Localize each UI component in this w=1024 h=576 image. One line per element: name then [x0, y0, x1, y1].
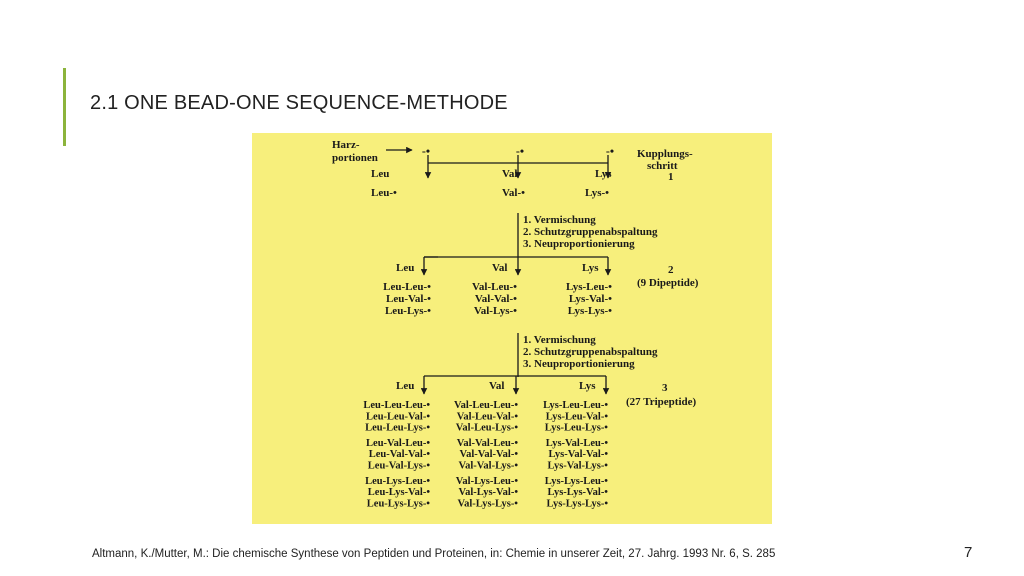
tripeptide-product: Val-Val-Leu-•	[456, 437, 518, 449]
tripeptide-product: Leu-Leu-Leu-•	[363, 400, 430, 411]
dipeptide-product: Leu-Lys-•	[384, 305, 431, 317]
source-citation: Altmann, K./Mutter, M.: Die chemische Synthese von Peptiden und Proteinen, in: Chemie in unserer Zeit, 27. Jahrg. 1993 Nr. 6, S. 285	[92, 548, 776, 560]
tripeptide-product: Val-Leu-Leu-•	[454, 400, 518, 411]
tripeptide-product: Val-Val-Lys-•	[458, 460, 518, 472]
dipeptide-product: Lys-Lys-•	[567, 305, 612, 317]
resin-bead-marker: -•	[515, 144, 525, 158]
dipeptide-product: Val-Lys-•	[473, 305, 517, 317]
amino-acid-label: Leu	[371, 168, 390, 180]
amino-acid-label: Leu	[396, 380, 415, 392]
dipeptide-product: Leu-Leu-•	[383, 281, 431, 293]
tripeptide-product: Val-Val-Val-•	[459, 449, 518, 461]
tripeptide-product: Leu-Lys-Val-•	[367, 487, 430, 499]
tripeptide-product: Leu-Val-Val-•	[368, 449, 430, 461]
tripeptide-product: Leu-Val-Leu-•	[366, 437, 430, 449]
synthesis-scheme-diagram	[252, 133, 772, 524]
dipeptide-product: Lys-Leu-•	[565, 281, 612, 293]
procedure-step: 2. Schutzgruppenabspaltung	[523, 346, 658, 358]
tripeptide-product: Leu-Leu-Val-•	[366, 411, 430, 423]
step-1-product: Val-•	[502, 187, 526, 199]
tripeptide-product: Lys-Leu-Leu-•	[543, 400, 608, 411]
tripeptide-count-label: (27 Tripeptide)	[626, 396, 697, 408]
dipeptide-product: Val-Val-•	[474, 293, 517, 305]
tripeptide-product: Val-Lys-Val-•	[458, 487, 518, 499]
tripeptide-product: Val-Lys-Leu-•	[455, 475, 518, 487]
step-1-number: 1	[668, 171, 674, 183]
resin-label: portionen	[332, 152, 378, 164]
tripeptide-product: Leu-Lys-Lys-•	[366, 498, 430, 510]
step-1-product: Leu-•	[371, 187, 397, 199]
step-3-number: 3	[662, 382, 668, 394]
tripeptide-product: Val-Leu-Val-•	[456, 411, 518, 423]
tripeptide-product: Lys-Val-Val-•	[548, 449, 608, 461]
amino-acid-label: Lys	[579, 380, 596, 392]
tripeptide-product: Lys-Lys-Val-•	[547, 487, 608, 499]
tripeptide-product: Leu-Val-Lys-•	[367, 460, 430, 472]
tripeptide-product: Lys-Leu-Val-•	[545, 411, 608, 423]
dipeptide-product: Leu-Val-•	[385, 293, 431, 305]
tripeptide-product: Val-Lys-Lys-•	[457, 498, 518, 510]
tripeptide-product: Lys-Lys-Lys-•	[546, 498, 608, 510]
amino-acid-label: Leu	[396, 262, 415, 274]
tripeptide-product: Lys-Lys-Leu-•	[544, 475, 608, 487]
amino-acid-label: Val	[492, 262, 508, 274]
procedure-step: 3. Neuproportionierung	[523, 358, 635, 370]
tripeptide-product: Leu-Lys-Leu-•	[365, 475, 430, 487]
coupling-step-label: Kupplungs-	[637, 148, 693, 160]
amino-acid-label: Lys	[582, 262, 599, 274]
amino-acid-label: Val	[502, 168, 518, 180]
procedure-step: 1. Vermischung	[523, 334, 596, 346]
tripeptide-product: Leu-Leu-Lys-•	[365, 422, 430, 434]
synthesis-scheme-figure	[252, 133, 772, 524]
dipeptide-product: Val-Leu-•	[471, 281, 517, 293]
page-number: 7	[964, 544, 973, 561]
dipeptide-count-label: (9 Dipeptide)	[637, 277, 699, 289]
amino-acid-label: Val	[489, 380, 505, 392]
dipeptide-product: Lys-Val-•	[568, 293, 612, 305]
tripeptide-product: Lys-Val-Lys-•	[547, 460, 608, 472]
resin-bead-marker: -•	[605, 144, 615, 158]
procedure-step: 2. Schutzgruppenabspaltung	[523, 226, 658, 238]
coupling-step-label: schritt	[647, 160, 678, 172]
resin-bead-marker: -•	[421, 144, 431, 158]
tripeptide-product: Lys-Val-Leu-•	[545, 437, 608, 449]
title-accent-bar	[63, 68, 66, 146]
procedure-step: 1. Vermischung	[523, 214, 596, 226]
tripeptide-product: Val-Leu-Lys-•	[455, 422, 518, 434]
tripeptide-product: Lys-Leu-Lys-•	[544, 422, 608, 434]
procedure-step: 3. Neuproportionierung	[523, 238, 635, 250]
step-2-number: 2	[668, 264, 674, 276]
amino-acid-label: Lys	[595, 168, 612, 180]
slide-title: 2.1 ONE BEAD-ONE SEQUENCE-METHODE	[90, 92, 508, 114]
step-1-product: Lys-•	[585, 187, 610, 199]
resin-label: Harz-	[332, 139, 360, 151]
